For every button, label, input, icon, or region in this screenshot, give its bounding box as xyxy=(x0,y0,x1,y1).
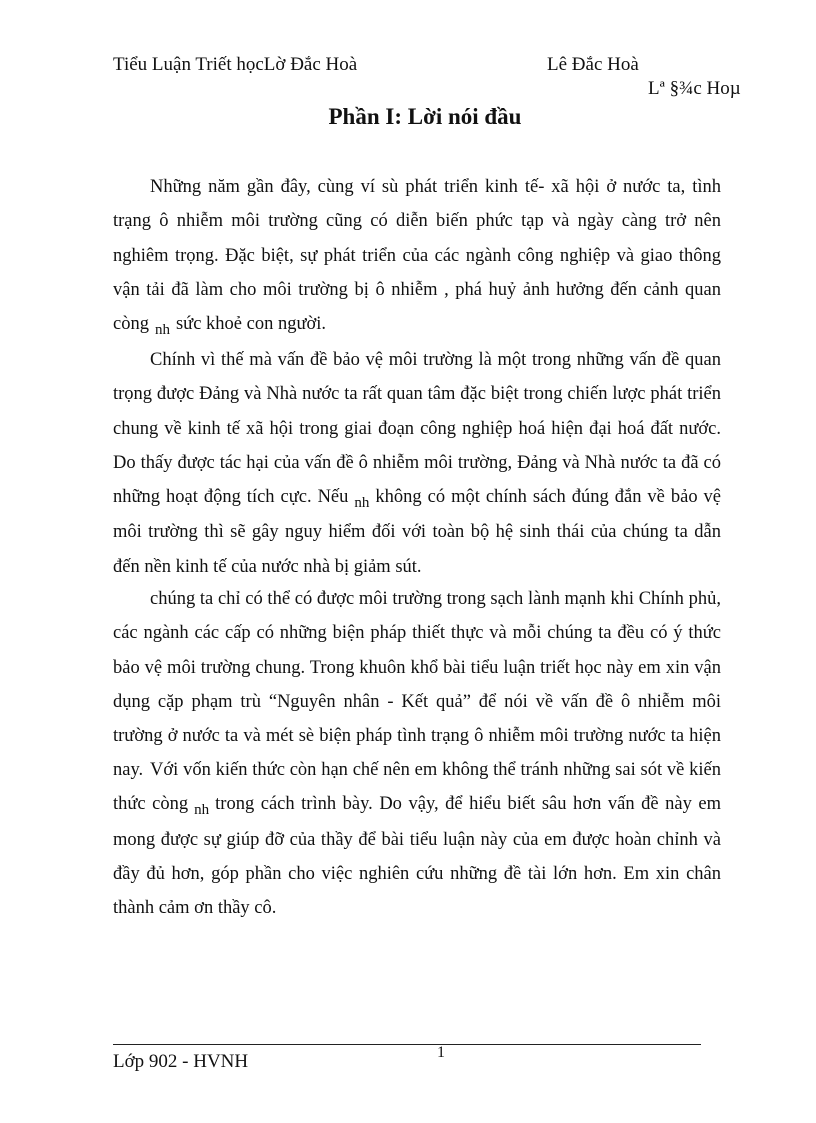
paragraph-4-subscript: nh xyxy=(194,802,210,819)
paragraph-4 xyxy=(113,753,721,925)
paragraph-2-subscript: nh xyxy=(354,495,370,512)
header-author: Lê Đắc Hoà xyxy=(547,54,639,75)
paragraph-3: chúng ta chỉ có thể có được môi trường trong sạch lành mạnh khi Chính phủ, các ngành các cấp có những biện pháp thiết thực và mỗi chúng ta đều có ý thức bảo vệ môi trường chung. Trong khuôn khổ bài tiểu luận triết học này em xin vận dụng cặp phạm trù “Nguyên nhân - Kết quả” để nói về vấn đề ô nhiễm môi trường ở nước ta và mét sè biện pháp tình trạng ô nhiễm môi trường nước ta hiện nay. xyxy=(113,589,721,781)
paragraph-1-text-b: sức khoẻ con người. xyxy=(175,314,327,335)
header-doc-title: Tiểu Luận Triết họcLờ Đắc Hoà xyxy=(113,54,358,75)
paragraph-2-text-a: Chính vì thế mà vấn đề bảo vệ môi trường là một trong những vấn đề quan trọng được Đảng và Nhà nước ta rất quan tâm đặc biệt trong chiến lược phát triển chung về kinh tế xã hội trong giai đoạn công nghiệp hoá hiện đại hoá đất nước. Do thấy được tác hại của vấn đề ô nhiễm môi trường, Đảng và Nhà nước ta đã có những hoạt động tích cực. Nếu xyxy=(113,350,721,508)
section-title: Phần I: Lời nói đầu xyxy=(328,104,522,129)
paragraph-1-text-a: Những năm gần đây, cùng ví sù phát triển kinh tế- xã hội ở nước ta, tình trạng ô nhiễm môi trường cũng có diễn biến phức tạp và ngày càng trở nên nghiêm trọng. Đặc biệt, sự phát triển của các ngành công nghiệp và giao thông vận tải đã làm cho môi trường bị ô nhiễm , phá huỷ ảnh hưởng đến cảnh quan còng xyxy=(113,177,721,335)
paragraph-2-text-b: không có một chính sách đúng đắn về bảo vệ môi trường thì sẽ gây nguy hiểm đối với toàn bộ hệ sinh thái của chúng ta dẫn đến nền kinh tế của nước nhà bị giảm sút. xyxy=(113,487,722,577)
header-author-garbled: Lª §¾c Hoµ xyxy=(648,78,741,99)
footer-divider xyxy=(113,1044,701,1045)
paragraph-1 xyxy=(113,170,721,342)
paragraph-2 xyxy=(113,343,721,584)
paragraph-4-text-b: trong cách trình bày. Do vậy, để hiểu biết sâu hơn vấn đề này em mong được sự giúp đỡ của thầy để bài tiểu luận này của em được hoàn chỉnh và đầy đủ hơn, góp phần cho việc nghiên cứu những đề tài lớn hơn. Em xin chân thành cảm ơn thầy cô. xyxy=(113,794,721,919)
paragraph-4-text-a: Với vốn kiến thức còn hạn chế nên em không thể tránh những sai sót về kiến thức còng xyxy=(113,760,721,815)
footer-class-label: Lớp 902 - HVNH xyxy=(113,1051,249,1072)
page-number: 1 xyxy=(437,1044,445,1061)
paragraph-1-subscript: nh xyxy=(154,322,170,339)
